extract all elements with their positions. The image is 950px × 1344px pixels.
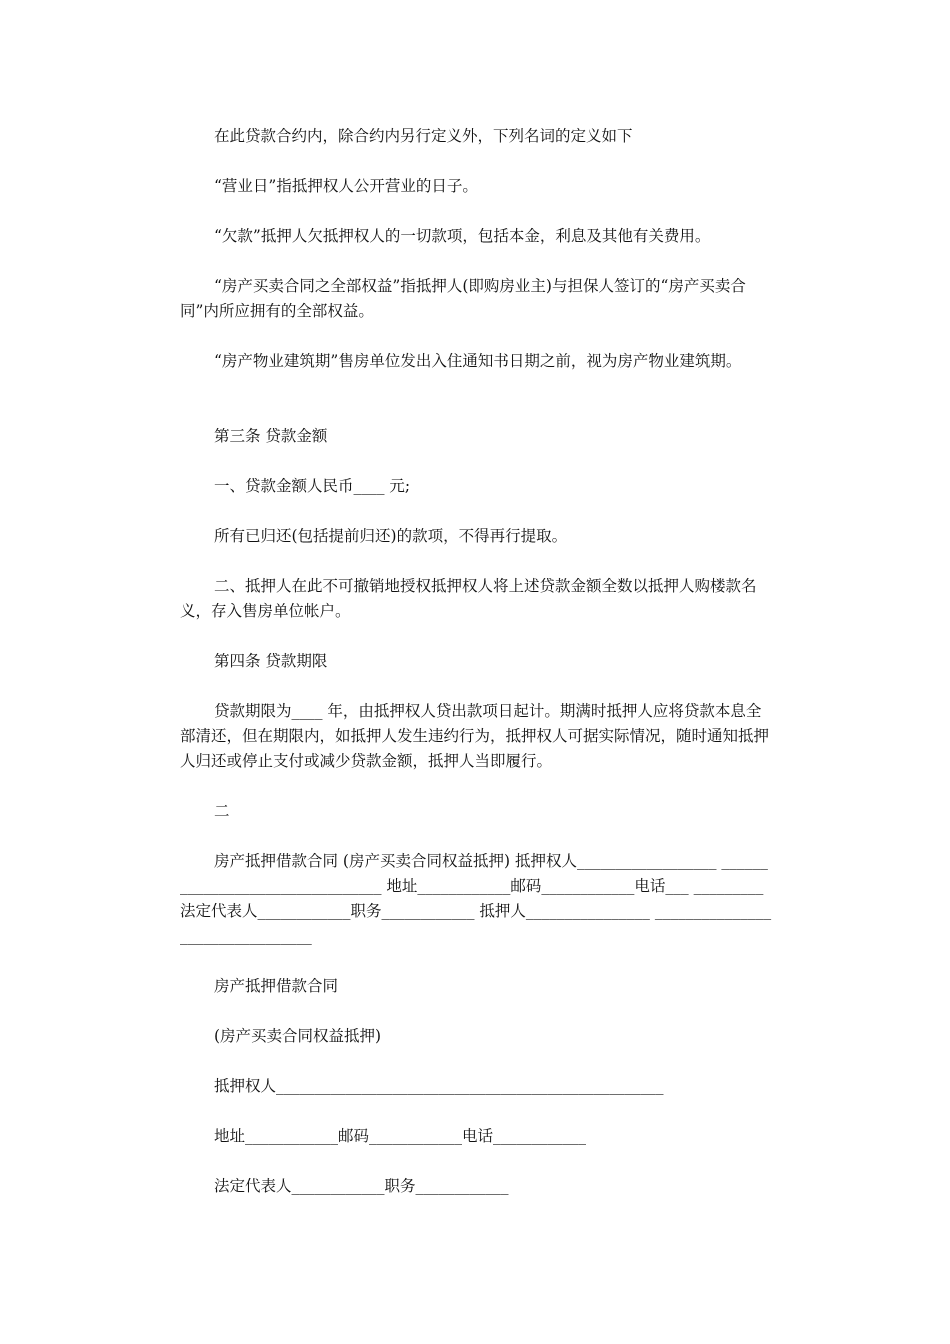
legal-rep-position-fields: 法定代表人____________职务____________ bbox=[214, 1177, 509, 1195]
paragraph-definitions-intro: 在此贷款合约内，除合约内另行定义外，下列名词的定义如下 bbox=[214, 127, 633, 145]
paragraph-no-redraw: 所有已归还(包括提前归还)的款项，不得再行提取。 bbox=[214, 527, 568, 545]
contract-title: 房产抵押借款合同 bbox=[214, 977, 339, 995]
heading-article-3: 第三条 贷款金额 bbox=[214, 427, 328, 445]
paragraph-loan-amount: 一、贷款金额人民币____ 元; bbox=[214, 477, 411, 495]
paragraph-construction-period: “房产物业建筑期”售房单位发出入住通知书日期之前，视为房产物业建筑期。 bbox=[214, 352, 742, 370]
paragraph-contract-rights: “房产买卖合同之全部权益”指抵押人(即购房业主)与担保人签订的“房产买卖合同”内所应拥有的全部权益。 bbox=[180, 277, 746, 320]
paragraph-debt: “欠款”抵押人欠抵押权人的一切款项，包括本金，利息及其他有关费用。 bbox=[214, 227, 711, 245]
address-postcode-phone-fields: 地址____________邮码____________电话____________ bbox=[214, 1127, 587, 1145]
contract-subtitle: (房产买卖合同权益抵押) bbox=[214, 1027, 382, 1045]
section-marker: 二 bbox=[214, 802, 230, 820]
mortgagee-field: 抵押权人__________________________________________________ bbox=[214, 1077, 664, 1095]
paragraph-contract-header-block: 房产抵押借款合同 (房产买卖合同权益抵押) 抵押权人__________________ ________________________________ 地址____________邮码____________电话___ _________ 法定代表人____________职务____________ 抵押人________________ ________________________________ bbox=[180, 852, 772, 945]
paragraph-loan-term: 贷款期限为____ 年，由抵押权人贷出款项日起计。期满时抵押人应将贷款本息全部清还，但在期限内，如抵押人发生违约行为，抵押权人可据实际情况，随时通知抵押人归还或停止支付或减少贷款金额，抵押人当即履行。 bbox=[180, 702, 770, 770]
heading-article-4: 第四条 贷款期限 bbox=[214, 652, 328, 670]
paragraph-business-day: “营业日”指抵押权人公开营业的日子。 bbox=[214, 177, 478, 195]
paragraph-authorization: 二、抵押人在此不可撤销地授权抵押权人将上述贷款金额全数以抵押人购楼款名义，存入售房单位帐户。 bbox=[180, 577, 757, 620]
